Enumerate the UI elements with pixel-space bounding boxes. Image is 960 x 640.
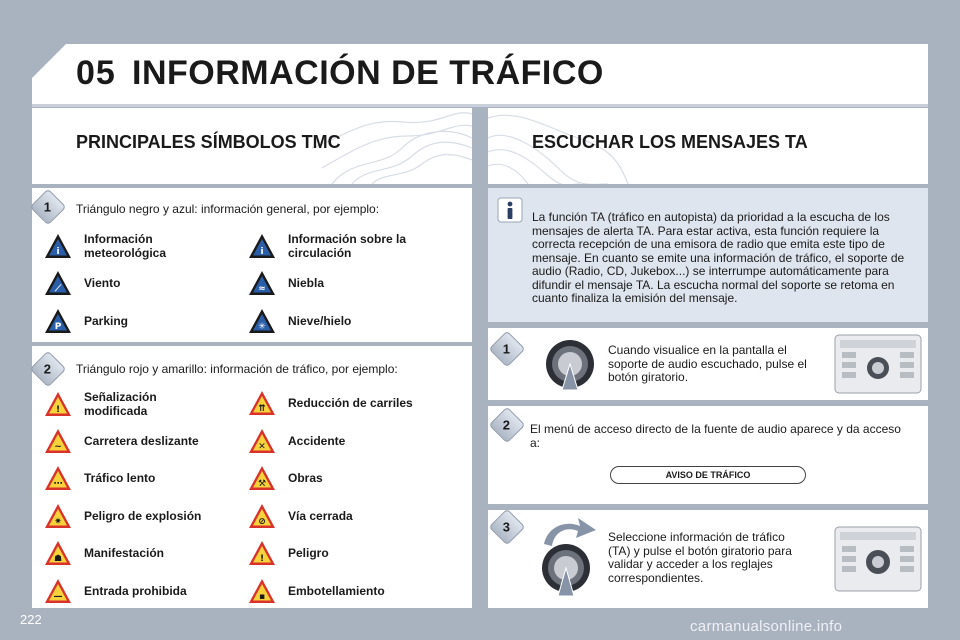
tmc-symbol-label: Nieve/hielo [288, 314, 352, 328]
fog-icon [248, 270, 276, 296]
tmc-symbol [248, 308, 418, 334]
svg-text:☗: ☗ [53, 554, 63, 564]
tmc-symbol [44, 465, 214, 491]
step-badge-right-1: 1 [489, 331, 526, 368]
group1-intro: Triángulo negro y azul: información general, por ejemplo: [76, 202, 380, 216]
svg-text:✳: ✳ [258, 322, 266, 332]
step-2-text: El menú de acceso directo de la fuente de audio aparece y da acceso a: [530, 422, 901, 450]
tmc-symbol [44, 308, 214, 334]
step-badge-2: 2 [30, 351, 67, 388]
tmc-symbol-label: Accidente [288, 433, 346, 448]
danger-icon [248, 540, 276, 566]
radio-unit-icon [834, 334, 922, 394]
tmc-symbol-label: Carretera deslizante [84, 433, 199, 448]
slippery-road-icon [44, 428, 72, 454]
section-title-ta: ESCUCHAR LOS MENSAJES TA [532, 132, 808, 152]
tmc-symbol-label: Entrada prohibida [84, 583, 187, 598]
section-title-tmc: PRINCIPALES SÍMBOLOS TMC [76, 132, 341, 152]
step-1-text: Cuando visualice en la pantalla el soporte de audio escuchado, pulse el botón giratorio. [608, 343, 807, 384]
weather-info-icon [44, 233, 72, 259]
tmc-symbol-label: Viento [84, 276, 121, 290]
tmc-symbol [44, 232, 214, 260]
tmc-symbol-label: Niebla [288, 276, 325, 290]
demonstration-icon [44, 540, 72, 566]
traffic-info-icon [248, 233, 276, 259]
tmc-symbol-label: Reducción de carriles [288, 396, 413, 410]
tmc-symbol-label: Señalización modificada [84, 390, 157, 418]
page-number: 222 [20, 612, 42, 627]
svg-text:✷: ✷ [54, 516, 62, 527]
tmc-symbol [248, 270, 418, 296]
svg-text:▪: ▪ [258, 591, 266, 602]
explosion-danger-icon [44, 503, 72, 529]
tmc-symbol [248, 578, 418, 604]
slow-traffic-icon [44, 465, 72, 491]
road-closed-icon [248, 503, 276, 529]
watermark: carmanualsonline.info [690, 618, 843, 635]
tmc-symbol [248, 232, 418, 260]
tmc-symbol [248, 390, 418, 416]
no-entry-icon [44, 578, 72, 604]
ta-info-text: La función TA (tráfico en autopista) da prioridad a la escucha de los mensajes de alerta TA. Para estar activa, esta función requiere la correcta recepción de una emisora de radio que emita este tipo de mensaje. En cuanto se emite una información de tráfico, el soporte de audio (Radio, CD, Jukebox...) se interrumpe automáticamente para difundir el mensaje TA. La escucha normal del soporte se retoma en cuanto finaliza la emisión del mensaje. [532, 210, 905, 305]
svg-text:⊘: ⊘ [258, 516, 266, 527]
page-title: INFORMACIÓN DE TRÁFICO [132, 54, 604, 92]
tmc-symbol-label: Parking [84, 314, 129, 328]
tmc-symbol [44, 540, 214, 566]
tmc-symbol-label: Información meteorológica [84, 232, 167, 260]
step-3-text: Seleccione información de tráfico (TA) y pulse el botón giratorio para validar y acceder a los reglajes correspondientes. [608, 530, 792, 585]
tmc-symbol-label: Manifestación [84, 546, 165, 560]
svg-text:⚒: ⚒ [257, 479, 267, 489]
lane-reduction-icon [248, 390, 276, 416]
svg-text:i: i [260, 247, 264, 257]
tmc-symbol-label: Información sobre la circulación [288, 232, 407, 260]
svg-text:i: i [56, 247, 60, 257]
panel-step-2 [488, 406, 928, 504]
svg-text:!: ! [55, 405, 61, 415]
tmc-symbol [248, 503, 418, 529]
tmc-symbol [44, 428, 214, 454]
tmc-symbol-label: Peligro [288, 546, 329, 560]
svg-text:⋯: ⋯ [53, 479, 63, 489]
svg-text:⟋: ⟋ [54, 284, 62, 294]
tmc-symbol [44, 390, 214, 418]
rotary-knob-press-icon [542, 336, 598, 398]
section-heading-tmc [32, 108, 472, 184]
traffic-alert-menu-option[interactable]: AVISO DE TRÁFICO [610, 466, 806, 484]
tmc-symbol-label: Tráfico lento [84, 471, 156, 485]
group2-intro: Triángulo rojo y amarillo: información de tráfico, por ejemplo: [76, 362, 398, 376]
tmc-symbol-label: Peligro de explosión [84, 508, 202, 523]
traffic-jam-icon [248, 578, 276, 604]
snow-ice-icon [248, 308, 276, 334]
roadworks-icon [248, 465, 276, 491]
svg-text:⇈: ⇈ [258, 404, 266, 414]
step-badge-right-2: 2 [489, 407, 526, 444]
tmc-symbol-label: Embotellamiento [288, 583, 385, 598]
header-divider [32, 104, 928, 107]
svg-text:!: ! [259, 554, 265, 564]
svg-text:—: — [53, 591, 63, 602]
step-badge-1: 1 [30, 189, 67, 226]
chapter-number: 05 [76, 54, 116, 92]
tmc-symbol [44, 578, 214, 604]
tmc-symbol-label: Obras [288, 471, 323, 485]
accident-icon [248, 428, 276, 454]
parking-icon [44, 308, 72, 334]
svg-text:~: ~ [54, 441, 62, 452]
radio-unit-icon [834, 526, 922, 592]
svg-text:P: P [54, 322, 62, 332]
modified-signal-icon [44, 391, 72, 417]
tmc-symbol [44, 503, 214, 529]
tmc-symbol [248, 540, 418, 566]
rotary-knob-turn-icon [536, 516, 606, 600]
wind-icon [44, 270, 72, 296]
svg-text:✕: ✕ [258, 441, 266, 452]
section-heading-ta [488, 108, 928, 184]
tmc-symbol [248, 428, 418, 454]
tmc-symbol-label: Vía cerrada [288, 508, 353, 523]
tmc-symbol [44, 270, 214, 296]
info-icon [496, 196, 524, 224]
tmc-symbol [248, 465, 418, 491]
step-badge-right-3: 3 [489, 509, 526, 546]
svg-text:≈: ≈ [258, 284, 266, 294]
